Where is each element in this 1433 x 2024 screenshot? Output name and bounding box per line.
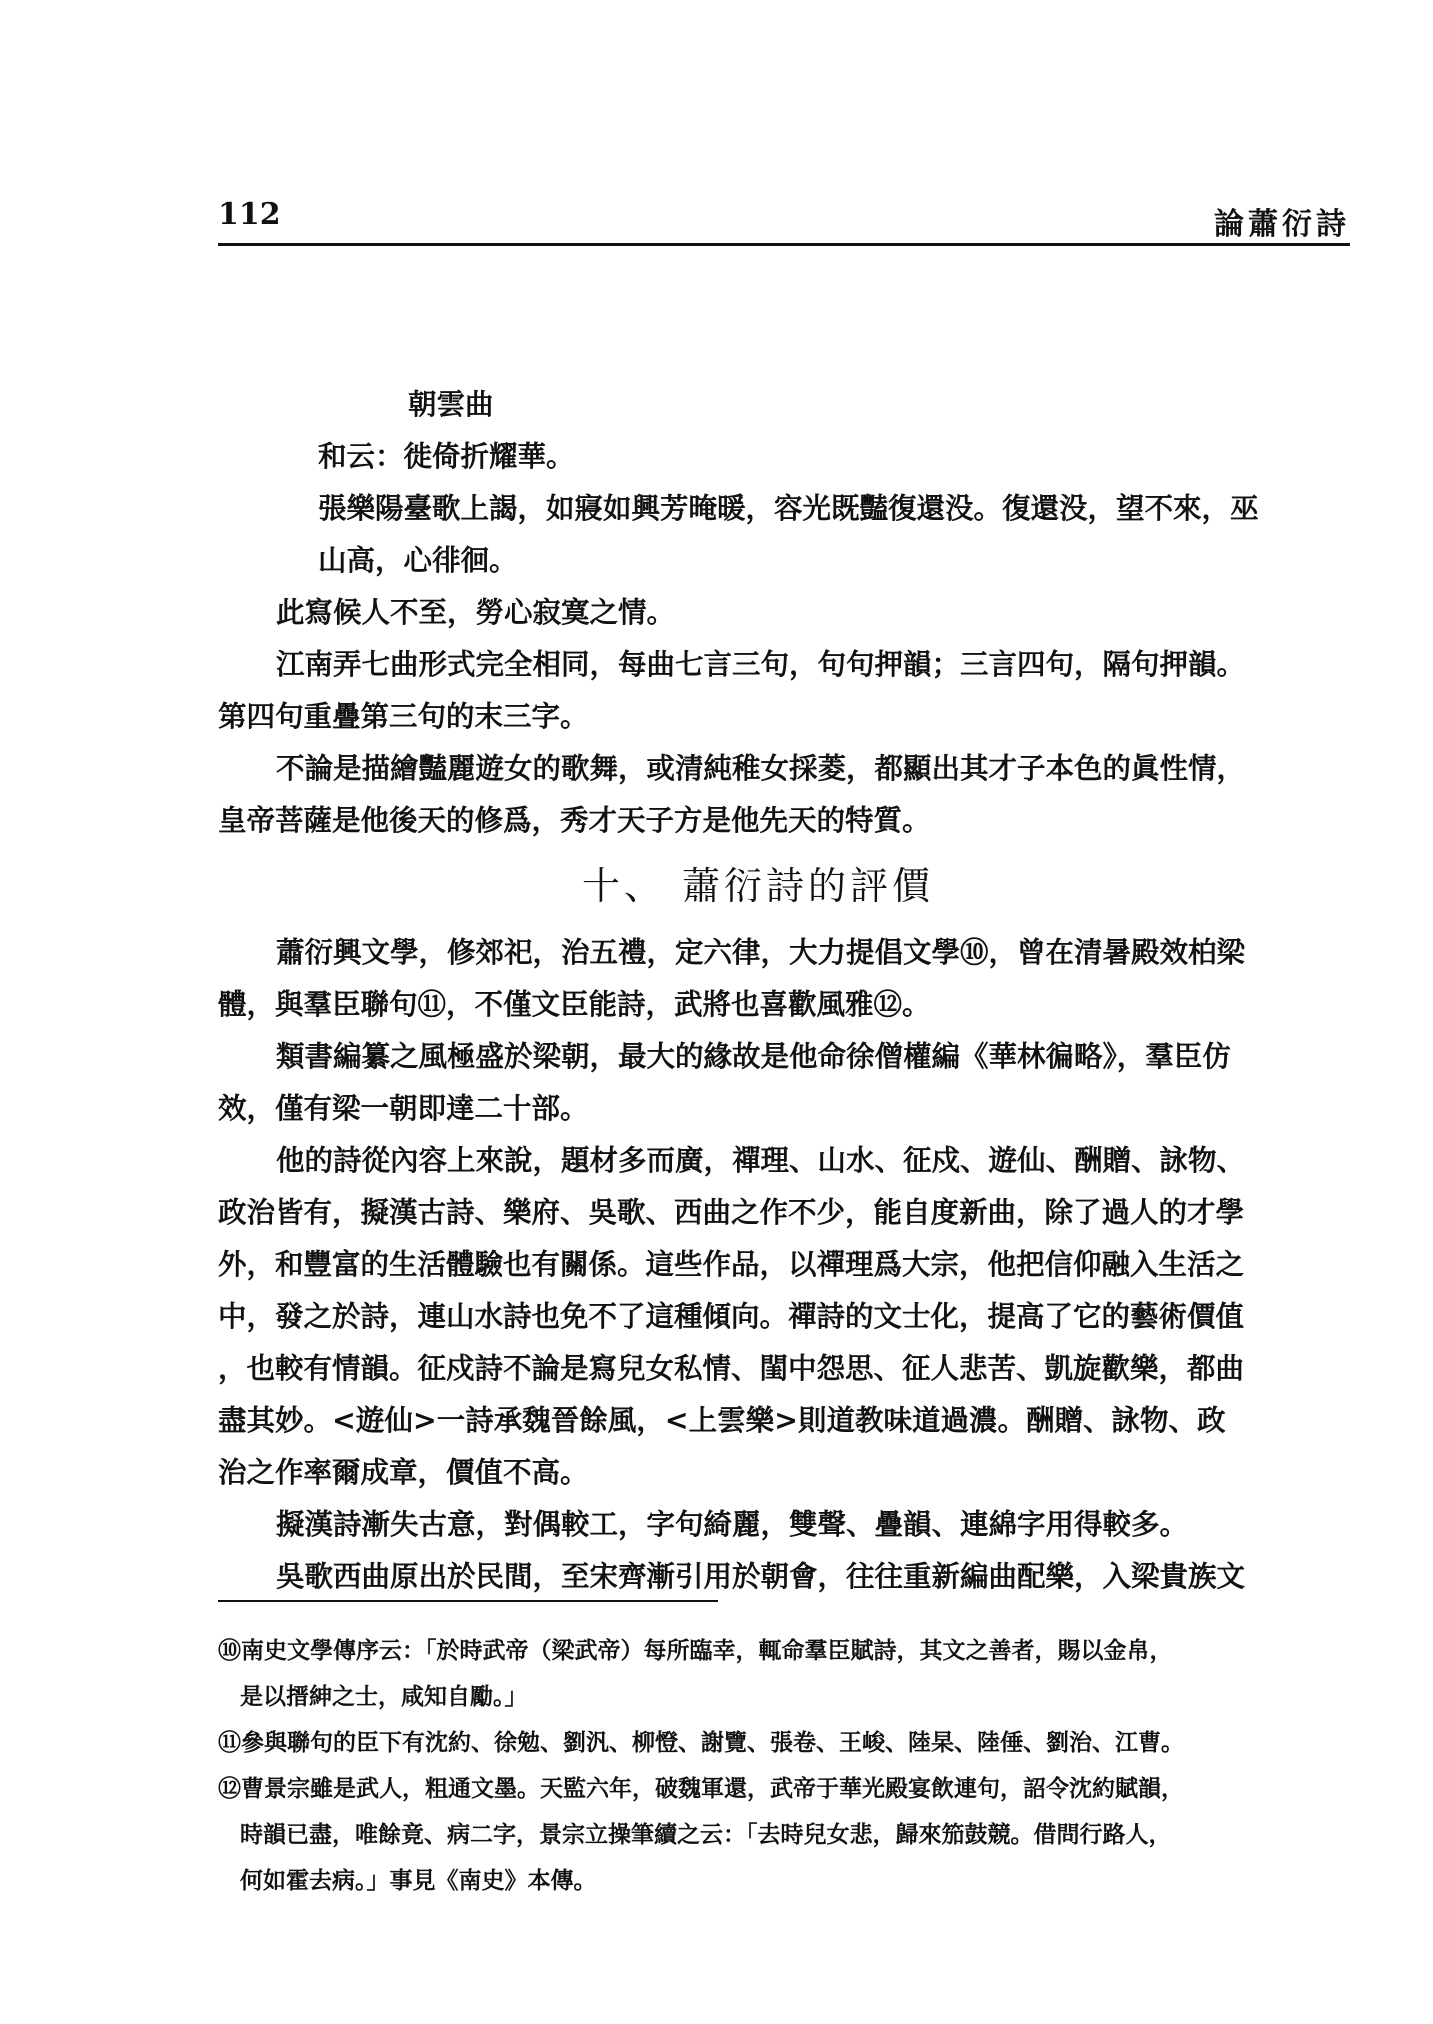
footnote-line: ⑩南史文學傳序云：「於時武帝（梁武帝）每所臨幸，輒命羣臣賦詩，其文之善者，賜以金帛， — [218, 1637, 1173, 1664]
paragraph-line: 類書編纂之風極盛於梁朝，最大的緣故是他命徐僧權編《華林徧略》，羣臣仿 — [276, 1039, 1231, 1073]
main-text — [218, 378, 1298, 1602]
paragraph-line: 此寫候人不至，勞心寂寞之情。 — [276, 595, 676, 629]
paragraph-line: 吳歌西曲原出於民間，至宋齊漸引用於朝會，往往重新編曲配樂，入梁貴族文 — [276, 1559, 1246, 1593]
paragraph-line: 效，僅有梁一朝即達二十部。 — [218, 1091, 589, 1125]
footnote-line: ⑪參與聯句的臣下有沈約、徐勉、劉汎、柳憕、謝覽、張卷、王峻、陸杲、陸倕、劉治、江曹。 — [218, 1729, 1184, 1756]
footnote-divider — [218, 1600, 718, 1602]
footnote-line: 時韻已盡，唯餘竟、病二字，景宗立操筆續之云：「去時兒女悲，歸來笳鼓競。借問行路人， — [240, 1821, 1172, 1848]
footnote-line: 何如霍去病。」事見《南史》本傳。 — [240, 1867, 597, 1894]
paragraph-line: 第四句重疊第三句的末三字。 — [218, 699, 589, 733]
paragraph-line: 中，發之於詩，連山水詩也免不了這種傾向。禪詩的文士化，提高了它的藝術價值 — [218, 1299, 1245, 1333]
page-header — [218, 195, 1350, 246]
paragraph-line: 他的詩從內容上來說，題材多而廣，禪理、山水、征戍、遊仙、酬贈、詠物、 — [276, 1143, 1246, 1177]
section-heading: 十、 蕭衍詩的評價 — [581, 864, 935, 908]
poem-verse-line: 張樂陽臺歌上謁，如寢如興芳晻暖，容光既豔復還没。復還没，望不來，巫 — [318, 491, 1259, 525]
paragraph-line: 體，與羣臣聯句⑪，不僅文臣能詩，武將也喜歡風雅⑫。 — [218, 987, 931, 1021]
paragraph-line: 皇帝菩薩是他後天的修爲，秀才天子方是他先天的特質。 — [218, 803, 931, 837]
paragraph-line: 政治皆有，擬漢古詩、樂府、吳歌、西曲之作不少，能自度新曲，除了過人的才學 — [218, 1195, 1245, 1229]
paragraph-line: 擬漢詩漸失古意，對偶較工，字句綺麗，雙聲、疊韻、連綿字用得較多。 — [276, 1507, 1189, 1541]
paragraph-line: 治之作率爾成章，價值不高。 — [218, 1455, 589, 1489]
page-number: 112 — [218, 197, 281, 232]
paragraph-line: 江南弄七曲形式完全相同，每曲七言三句，句句押韻；三言四句，隔句押韻。 — [276, 647, 1246, 681]
paragraph-line: 不論是描繪豔麗遊女的歌舞，或清純稚女採菱，都顯出其才子本色的眞性情， — [276, 751, 1246, 785]
footnote-line: 是以搢紳之士，咸知自勵。」 — [240, 1683, 528, 1710]
paragraph-line: 蕭衍興文學，修郊祀，治五禮，定六律，大力提倡文學⑩，曾在清暑殿效柏梁 — [276, 935, 1246, 969]
paragraph-line: 外，和豐富的生活體驗也有關係。這些作品，以禪理爲大宗，他把信仰融入生活之 — [218, 1247, 1245, 1281]
running-title: 論蕭衍詩 — [1214, 207, 1350, 242]
paragraph-line: 盡其妙。<遊仙>一詩承魏晉餘風，<上雲樂>則道教味道過濃。酬贈、詠物、政 — [218, 1403, 1226, 1437]
poem-verse-line: 山高，心徘徊。 — [318, 543, 518, 577]
footnote-line: ⑫曹景宗雖是武人，粗通文墨。天監六年，破魏軍還，武帝于華光殿宴飲連句，詔令沈約賦韻， — [218, 1775, 1184, 1802]
poem-title: 朝雲曲 — [408, 387, 494, 421]
paragraph-line: ，也較有情韻。征戍詩不論是寫兒女私情、閨中怨思、征人悲苦、凱旋歡樂，都曲 — [218, 1351, 1245, 1385]
poem-refrain: 和云：徙倚折耀華。 — [318, 439, 575, 473]
footnotes — [218, 1628, 1338, 1904]
